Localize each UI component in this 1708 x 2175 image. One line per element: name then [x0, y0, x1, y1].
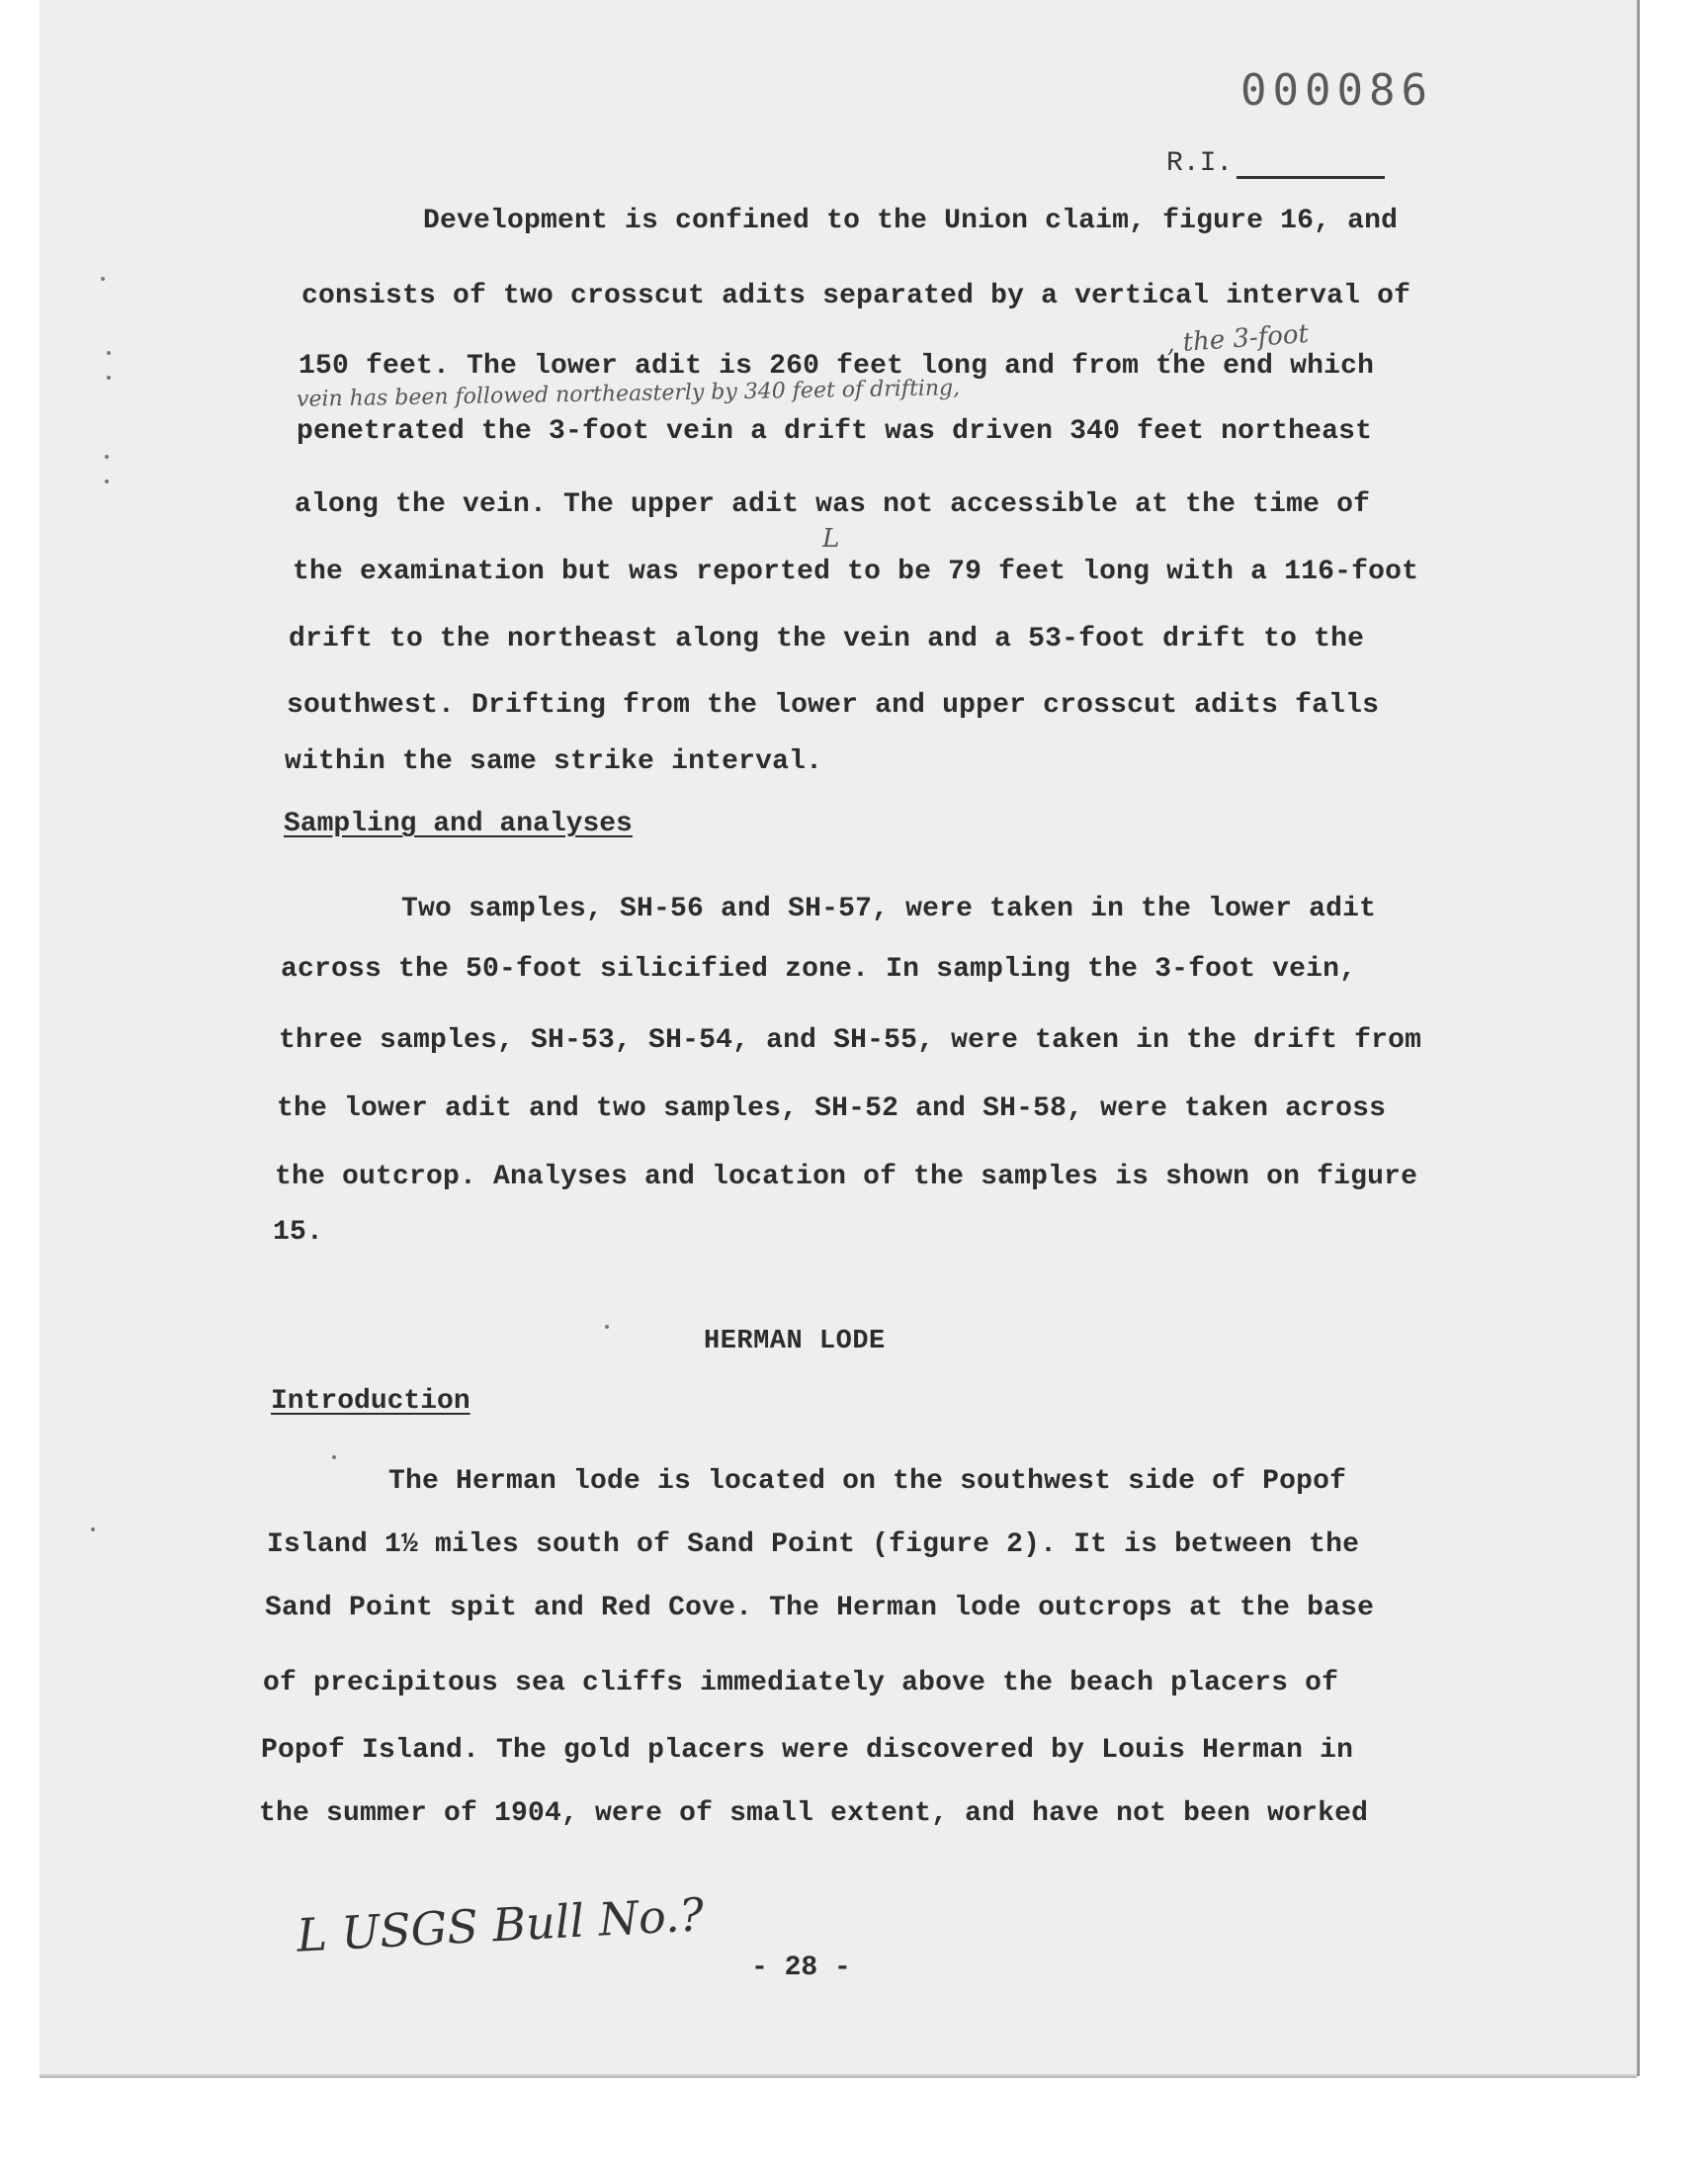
text-line: consists of two crosscut adits separated by a vertical interval of [301, 281, 1411, 311]
scan-speck [332, 1455, 336, 1459]
ri-field [1166, 148, 1385, 179]
ri-label: R.I. [1166, 148, 1234, 179]
scan-speck [605, 1325, 609, 1329]
ri-blank-line [1237, 154, 1385, 179]
scan-speck [91, 1527, 95, 1531]
text-line: within the same strike interval. [285, 746, 823, 777]
text-line: Popof Island. The gold placers were discovered by Louis Herman in [261, 1735, 1354, 1766]
text-line: the outcrop. Analyses and location of the samples is shown on figure [275, 1162, 1418, 1192]
handwritten-caret: L [822, 524, 840, 554]
text-line: penetrated the 3-foot vein a drift was driven 340 feet northeast [297, 416, 1373, 447]
scan-speck [101, 277, 105, 281]
text-line: across the 50-foot silicified zone. In sampling the 3-foot vein, [281, 954, 1357, 985]
text-line: of precipitous sea cliffs immediately above the beach placers of [263, 1668, 1339, 1698]
text-line: the summer of 1904, were of small extent, and have not been worked [259, 1798, 1369, 1829]
text-line: 15. [273, 1217, 324, 1248]
text-line: southwest. Drifting from the lower and upper crosscut adits falls [287, 690, 1380, 721]
intro-heading: Introduction [271, 1386, 470, 1417]
text-line: three samples, SH-53, SH-54, and SH-55, were taken in the drift from [279, 1025, 1422, 1056]
scan-speck [107, 351, 111, 355]
scan-speck [105, 455, 109, 459]
handwritten-footer-note: L USGS Bull No.? [295, 1887, 706, 1962]
handwritten-margin-note: , the 3-foot [1165, 319, 1310, 359]
text-line: the examination but was reported to be 79 feet long with a 116-foot [293, 557, 1419, 587]
page-number: - 28 - [751, 1953, 851, 1983]
text-line: The Herman lode is located on the southwest side of Popof [388, 1466, 1347, 1497]
document-stamp-number: 000086 [1240, 65, 1433, 116]
text-line: Development is confined to the Union claim, figure 16, and [423, 206, 1399, 236]
scan-edge [40, 2076, 1637, 2078]
text-line: 150 feet. The lower adit is 260 feet long and from the end which [299, 351, 1375, 382]
scan-speck [105, 479, 109, 483]
sampling-heading: Sampling and analyses [284, 809, 633, 839]
section-title: HERMAN LODE [704, 1327, 886, 1356]
text-line: drift to the northeast along the vein and a 53-foot drift to the [289, 624, 1365, 654]
text-line: Two samples, SH-56 and SH-57, were taken in the lower adit [401, 894, 1377, 924]
text-line: Sand Point spit and Red Cove. The Herman lode outcrops at the base [265, 1593, 1375, 1623]
handwritten-interlinear-note: vein has been followed northeasterly by 340 feet of drifting, [296, 376, 961, 412]
text-line: along the vein. The upper adit was not accessible at the time of [295, 489, 1371, 520]
text-line: Island 1½ miles south of Sand Point (figure 2). It is between the [267, 1529, 1360, 1560]
scan-speck [107, 376, 111, 380]
text-line: the lower adit and two samples, SH-52 and SH-58, were taken across [277, 1093, 1387, 1124]
